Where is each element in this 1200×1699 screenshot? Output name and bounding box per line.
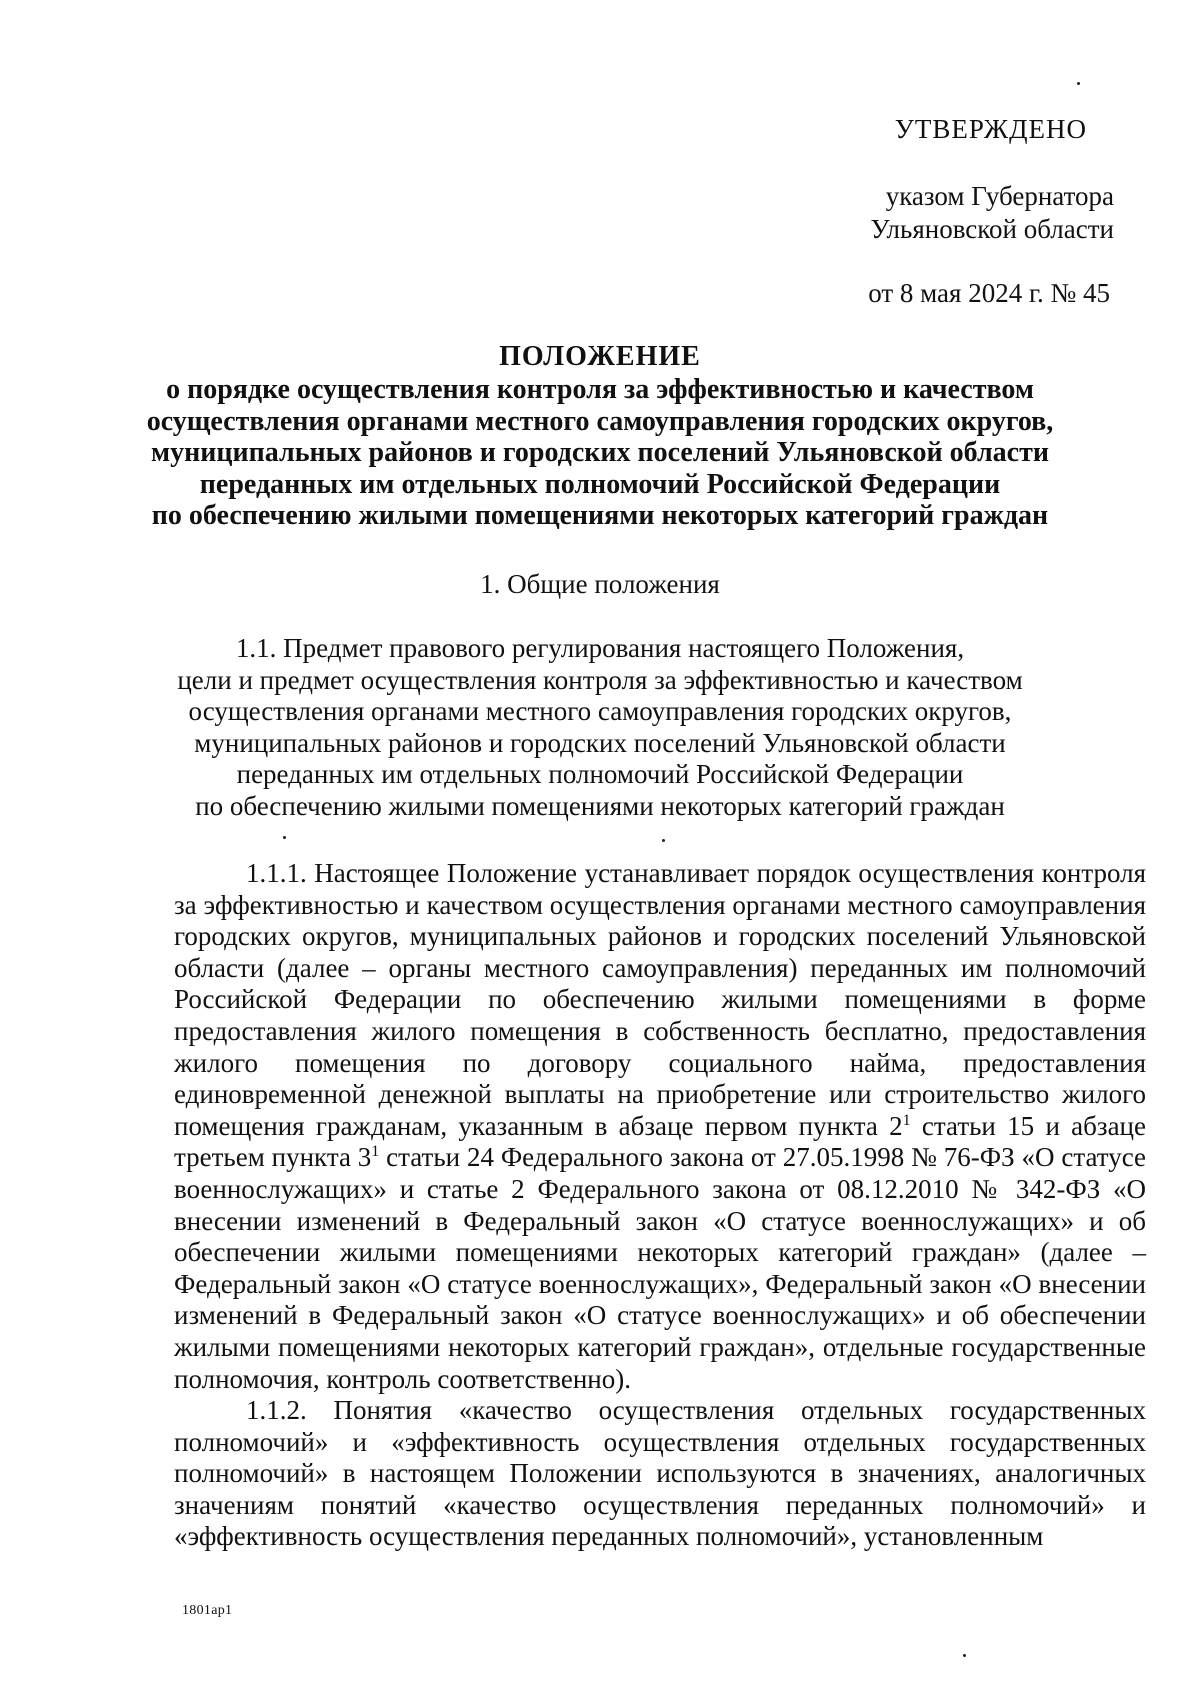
approval-stamp: УТВЕРЖДЕНО (894, 114, 1087, 144)
subsection-line: переданных им отдельных полномочий Российской Федерации (236, 759, 964, 789)
superscript: 1 (902, 1111, 911, 1129)
decree-line-2: Ульяновской области (870, 214, 1114, 244)
page-code: 1801ap1 (182, 1603, 233, 1618)
decree-reference (0, 180, 1114, 246)
section-heading: 1. Общие положения (480, 569, 720, 599)
title-line: осуществления органами местного самоуправления городских округов, (146, 405, 1054, 437)
subsection-line: 1.1. Предмет правового регулирования настоящего Положения, (235, 633, 965, 663)
paragraph-text: 1.1.2. Понятия «качество осуществления отдельных государственных полномочий» и «эффективность осуществления отдельных государственных полномочий» в настоящем Положении используются в значениях, аналогичных значениям понятий «качество осуществления переданных полномочий» и «эффективность осуществления переданных полномочий», установленным (174, 1395, 1146, 1552)
document-title (0, 340, 1200, 532)
scan-speck (662, 839, 665, 842)
subsection-line: цели и предмет осуществления контроля за эффективностью и качеством (177, 664, 1023, 695)
title-line: о порядке осуществления контроля за эффективностью и качеством (166, 374, 1034, 405)
decree-line-1: указом Губернатора (885, 181, 1114, 211)
title-line: переданных им отдельных полномочий Российской Федерации (199, 468, 1001, 500)
paragraph-text: статьи 24 Федерального закона от 27.05.1998 № 76-ФЗ «О статусе военнослужащих» и статье 2 Федерального закона от 08.12.2010 № 342-ФЗ «О внесении изменений в Федеральный закон «О статусе военнослужащих» и об обеспечении жилыми помещениями некоторых категорий граждан» (далее – Федеральный закон «О статусе военнослужащих», Федеральный закон «О внесении изменений в Федеральный закон «О статусе военнослужащих» и об обеспечении жилыми помещениями некоторых категорий граждан», отдельные государственные полномочия, контроль соответственно). (174, 1142, 1146, 1394)
decree-date: от 8 мая 2024 г. № 45 (868, 278, 1110, 308)
paragraph-text: статьи 15 и абзаце третьем пункта 3 (174, 1110, 1146, 1173)
scan-speck (283, 836, 286, 839)
subsection-line: по обеспечению жилыми помещениями некоторых категорий граждан (195, 790, 1005, 821)
scan-speck (963, 1654, 966, 1657)
paragraph-text: 1.1.1. Настоящее Положение устанавливает порядок осуществления контроля за эффективностью и качеством осуществления органами местного самоуправления городских округов, муниципальных районов и городских поселений Ульяновской области (далее – органы местного самоуправления) переданных им полномочий Российской Федерации по обеспечению жилыми помещениями в форме предоставления жилого помещения в собственность бесплатно, предоставления жилого помещения по договору социального найма, предоставления единовременной денежной выплаты на приобретение или строительство жилого помещения гражданам, указанным в абзаце первом пункта 2 (174, 858, 1146, 1141)
scan-speck (1077, 82, 1080, 85)
subsection-heading (0, 633, 1200, 822)
subsection-line: осуществления органами местного самоуправления городских округов, (188, 696, 1012, 726)
paragraph-1-1-2 (174, 1395, 1146, 1553)
title-line: по обеспечению жилыми помещениями некоторых категорий граждан (151, 500, 1049, 531)
title-word: ПОЛОЖЕНИЕ (499, 341, 701, 372)
superscript: 1 (371, 1143, 380, 1161)
body-text (174, 858, 1146, 1553)
subsection-line: муниципальных районов и городских поселений Ульяновской области (194, 727, 1006, 758)
paragraph-1-1-1 (174, 858, 1146, 1395)
title-line: муниципальных районов и городских поселений Ульяновской области (151, 437, 1049, 468)
